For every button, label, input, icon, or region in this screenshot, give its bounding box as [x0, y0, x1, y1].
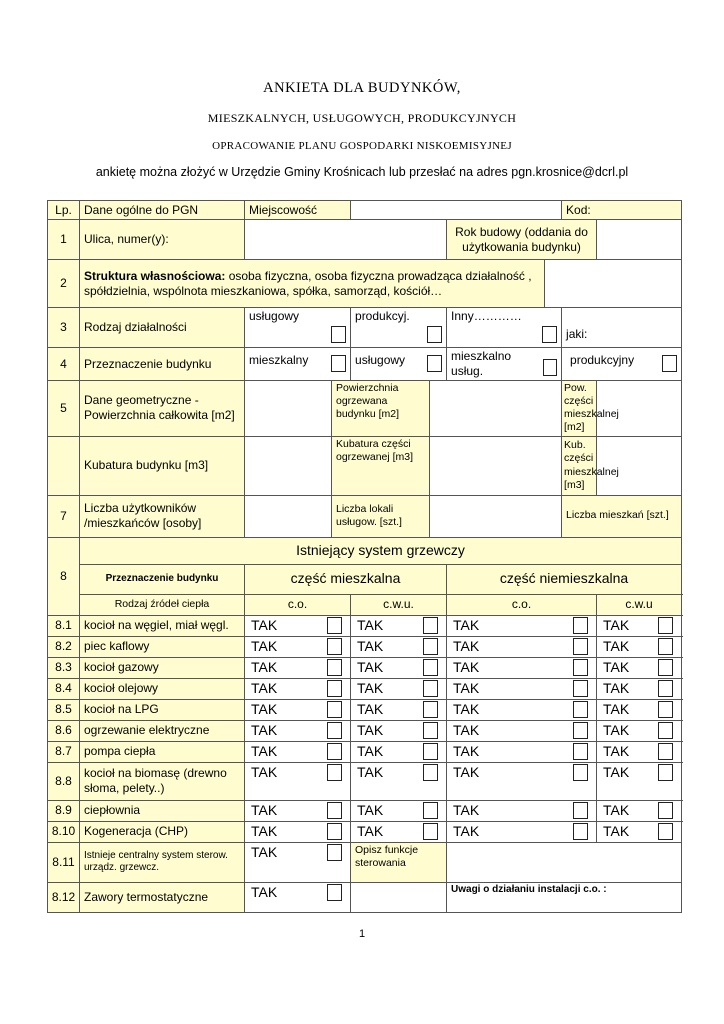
checkbox[interactable] — [658, 638, 673, 655]
checkbox[interactable] — [327, 844, 342, 861]
row-2-num: 2 — [48, 260, 80, 308]
form-subtitle: MIESZKALNYCH, USŁUGOWYCH, PRODUKCYJNYCH — [207, 111, 517, 125]
nonres-cwu-cell[interactable]: TAK — [597, 636, 682, 657]
purpose-label: Przeznaczenie budynku — [80, 348, 245, 381]
nonres-cwu-header: c.w.u — [597, 594, 682, 615]
checkbox[interactable] — [327, 659, 342, 676]
row-num: 8.1 — [48, 615, 80, 636]
nonres-cwu-cell[interactable]: TAK — [597, 762, 682, 800]
nonres-cwu-cell[interactable]: TAK — [597, 720, 682, 741]
users-field[interactable] — [245, 495, 332, 537]
build-year-field[interactable] — [597, 220, 682, 260]
checkbox[interactable] — [327, 764, 342, 781]
nonres-co-cell[interactable]: TAK — [447, 657, 597, 678]
source-label: kocioł olejowy — [80, 678, 245, 699]
central-control-cell[interactable]: TAK — [245, 842, 351, 882]
purpose-production[interactable]: produkcyjny — [562, 348, 682, 381]
checkbox[interactable] — [573, 764, 588, 781]
nonres-cwu-cell[interactable]: TAK — [597, 699, 682, 720]
row-num: 8.4 — [48, 678, 80, 699]
res-co-cell[interactable]: TAK — [245, 699, 351, 720]
checkbox[interactable] — [658, 743, 673, 760]
describe-control-field[interactable] — [447, 842, 682, 882]
res-co-cell[interactable]: TAK — [245, 615, 351, 636]
source-label: kocioł na biomasę (drewno słoma, pelety..) — [80, 762, 245, 800]
res-cwu-cell[interactable]: TAK — [351, 615, 447, 636]
row-num: 8.5 — [48, 699, 80, 720]
res-co-cell[interactable]: TAK — [245, 678, 351, 699]
res-cwu-cell[interactable]: TAK — [351, 741, 447, 762]
checkbox[interactable] — [658, 802, 673, 819]
premises-label: Liczba lokali usługow. [szt.] — [332, 495, 430, 537]
survey-table — [47, 200, 682, 913]
checkbox[interactable] — [573, 680, 588, 697]
source-label: ciepłownia — [80, 800, 245, 821]
source-label: pompa ciepła — [80, 741, 245, 762]
describe-control-label: Opisz funkcje sterowania — [351, 842, 447, 882]
row-num: 8.10 — [48, 821, 80, 842]
sources-label: Rodzaj źródeł ciepła — [80, 594, 245, 615]
checkbox[interactable] — [331, 326, 346, 343]
intro-text: ankietę można złożyć w Urzędzie Gminy Krośnicach lub przesłać na adres pgn.krosnice@dcrl.pl — [95, 165, 629, 179]
nonres-co-cell[interactable]: TAK — [447, 800, 597, 821]
checkbox[interactable] — [327, 743, 342, 760]
nonres-cwu-cell[interactable]: TAK — [597, 657, 682, 678]
checkbox[interactable] — [327, 722, 342, 739]
checkbox[interactable] — [423, 659, 438, 676]
volume-label: Kubatura budynku [m3] — [80, 436, 245, 495]
ownership-field[interactable] — [545, 260, 682, 308]
activity-other[interactable]: Inny………… — [447, 308, 562, 348]
blank-cell[interactable] — [351, 882, 447, 912]
row-8-num: 8 — [48, 537, 80, 615]
source-label: ogrzewanie elektryczne — [80, 720, 245, 741]
res-cwu-cell[interactable]: TAK — [351, 821, 447, 842]
res-co-cell[interactable]: TAK — [245, 720, 351, 741]
row-num: 8.7 — [48, 741, 80, 762]
form-subtitle-2: OPRACOWANIE PLANU GOSPODARKI NISKOEMISYJNEJ — [212, 140, 512, 152]
activity-services[interactable]: usługowy — [245, 308, 351, 348]
res-co-cell[interactable]: TAK — [245, 762, 351, 800]
row-num: 8.8 — [48, 762, 80, 800]
row-num: 8.3 — [48, 657, 80, 678]
nonres-cwu-cell[interactable]: TAK — [597, 800, 682, 821]
heating-title: Istniejący system grzewczy — [80, 537, 682, 564]
checkbox[interactable] — [327, 617, 342, 634]
checkbox[interactable] — [573, 722, 588, 739]
nonres-co-header: c.o. — [447, 594, 597, 615]
build-year-label: Rok budowy (oddania do użytkowania budynku) — [447, 220, 597, 260]
nonres-co-cell[interactable]: TAK — [447, 741, 597, 762]
row-812-num: 8.12 — [48, 882, 80, 912]
ownership-label: Struktura własnościowa: — [84, 268, 226, 283]
res-area-label: Pow. części mieszkalnej [m2] — [562, 381, 597, 437]
source-label: Kogeneracja (CHP) — [80, 821, 245, 842]
checkbox[interactable] — [327, 638, 342, 655]
nonres-cwu-cell[interactable]: TAK — [597, 821, 682, 842]
purpose-mixed[interactable]: mieszkalno usług. — [447, 348, 562, 381]
checkbox[interactable] — [573, 617, 588, 634]
checkbox[interactable] — [423, 764, 438, 781]
nonres-co-cell[interactable]: TAK — [447, 615, 597, 636]
locality-label: Miejscowość — [245, 201, 351, 220]
row-num: 8.6 — [48, 720, 80, 741]
checkbox[interactable] — [423, 823, 438, 840]
res-co-cell[interactable]: TAK — [245, 741, 351, 762]
users-label: Liczba użytkowników /mieszkańców [osoby] — [80, 495, 245, 537]
source-label: kocioł gazowy — [80, 657, 245, 678]
checkbox[interactable] — [658, 764, 673, 781]
page-number: 1 — [358, 928, 366, 940]
res-cwu-cell[interactable]: TAK — [351, 800, 447, 821]
source-label: kocioł na LPG — [80, 699, 245, 720]
heated-volume-label: Kubatura części ogrzewanej [m3] — [332, 436, 430, 495]
heated-area-field[interactable] — [430, 381, 562, 437]
nonresidential-part: część niemieszkalna — [447, 564, 682, 594]
res-cwu-cell[interactable]: TAK — [351, 720, 447, 741]
checkbox[interactable] — [423, 701, 438, 718]
general-header: Dane ogólne do PGN — [80, 201, 245, 220]
checkbox[interactable] — [658, 722, 673, 739]
res-cwu-cell[interactable]: TAK — [351, 762, 447, 800]
source-label: piec kaflowy — [80, 636, 245, 657]
heated-volume-field[interactable] — [430, 436, 562, 495]
lp-header: Lp. — [48, 201, 80, 220]
res-co-cell[interactable]: TAK — [245, 821, 351, 842]
row-num: 8.9 — [48, 800, 80, 821]
nonres-co-cell[interactable]: TAK — [447, 699, 597, 720]
checkbox[interactable] — [573, 743, 588, 760]
activity-other-field[interactable] — [562, 308, 682, 348]
total-area-label: Dane geometryczne - Powierzchnia całkowita [m2] — [80, 381, 245, 437]
row-7-num: 7 — [48, 495, 80, 537]
street-field[interactable] — [245, 220, 447, 260]
ownership-text[interactable] — [80, 260, 545, 308]
residential-part: część mieszkalna — [245, 564, 447, 594]
checkbox[interactable] — [658, 659, 673, 676]
co-remarks-label: Uwagi o działaniu instalacji c.o. : — [451, 883, 607, 895]
dwellings-label: Liczba mieszkań [szt.] — [562, 495, 682, 537]
checkbox[interactable] — [423, 638, 438, 655]
form-title: ANKIETA DLA BUDYNKÓW, — [263, 80, 461, 96]
row-6-num — [48, 436, 80, 495]
checkbox[interactable] — [658, 680, 673, 697]
nonres-co-cell[interactable]: TAK — [447, 636, 597, 657]
ownership-options: osoba fizyczna, osoba fizyczna prowadząca działalność , spółdzielnia, wspólnota mieszkaniowa, spółka, samorząd, kościół… — [84, 268, 532, 298]
checkbox[interactable] — [423, 617, 438, 634]
checkbox[interactable] — [423, 722, 438, 739]
checkbox[interactable] — [573, 638, 588, 655]
nonres-cwu-cell[interactable]: TAK — [597, 678, 682, 699]
res-cwu-cell[interactable]: TAK — [351, 636, 447, 657]
checkbox[interactable] — [573, 823, 588, 840]
checkbox[interactable] — [327, 884, 342, 901]
checkbox[interactable] — [327, 823, 342, 840]
checkbox[interactable] — [573, 701, 588, 718]
checkbox[interactable] — [423, 680, 438, 697]
res-co-cell[interactable]: TAK — [245, 800, 351, 821]
checkbox[interactable] — [658, 701, 673, 718]
checkbox[interactable] — [327, 802, 342, 819]
thermostatic-valves-cell[interactable]: TAK — [245, 882, 351, 912]
co-remarks-field[interactable] — [447, 882, 682, 912]
purpose-residential[interactable]: mieszkalny — [245, 348, 351, 381]
row-4-num: 4 — [48, 348, 80, 381]
row-1-num: 1 — [48, 220, 80, 260]
activity-production[interactable]: produkcyj. — [351, 308, 447, 348]
checkbox[interactable] — [423, 743, 438, 760]
row-3-num: 3 — [48, 308, 80, 348]
nonres-co-cell[interactable]: TAK — [447, 821, 597, 842]
central-control-label: Istnieje centralny system sterow. urządz. grzewcz. — [80, 842, 245, 882]
row-num: 8.2 — [48, 636, 80, 657]
res-co-cell[interactable]: TAK — [245, 657, 351, 678]
code-label: Kod: — [562, 201, 682, 220]
checkbox[interactable] — [331, 355, 346, 372]
checkbox[interactable] — [327, 701, 342, 718]
checkbox[interactable] — [573, 659, 588, 676]
res-cwu-header: c.w.u. — [351, 594, 447, 615]
res-volume-label: Kub. części mieszkalnej [m3] — [562, 436, 597, 495]
checkbox[interactable] — [423, 802, 438, 819]
checkbox[interactable] — [658, 823, 673, 840]
res-cwu-cell[interactable]: TAK — [351, 699, 447, 720]
nonres-co-cell[interactable]: TAK — [447, 762, 597, 800]
street-label: Ulica, numer(y): — [80, 220, 245, 260]
checkbox[interactable] — [427, 355, 442, 372]
checkbox[interactable] — [573, 802, 588, 819]
row-5-num: 5 — [48, 381, 80, 437]
heated-area-label: Powierzchnia ogrzewana budynku [m2] — [332, 381, 430, 437]
nonres-cwu-cell[interactable]: TAK — [597, 615, 682, 636]
total-area-field[interactable] — [245, 381, 332, 437]
activity-what-label: jaki: — [566, 327, 588, 341]
checkbox[interactable] — [662, 355, 677, 372]
volume-field[interactable] — [245, 436, 332, 495]
nonres-co-cell[interactable]: TAK — [447, 678, 597, 699]
checkbox[interactable] — [427, 326, 442, 343]
checkbox[interactable] — [543, 359, 557, 376]
locality-field[interactable] — [351, 201, 562, 220]
res-cwu-cell[interactable]: TAK — [351, 678, 447, 699]
thermostatic-valves-label: Zawory termostatyczne — [80, 882, 245, 912]
res-co-cell[interactable]: TAK — [245, 636, 351, 657]
checkbox[interactable] — [542, 326, 557, 343]
purpose-services[interactable]: usługowy — [351, 348, 447, 381]
checkbox[interactable] — [658, 617, 673, 634]
checkbox[interactable] — [327, 680, 342, 697]
res-co-header: c.o. — [245, 594, 351, 615]
nonres-co-cell[interactable]: TAK — [447, 720, 597, 741]
nonres-cwu-cell[interactable]: TAK — [597, 741, 682, 762]
premises-field[interactable] — [430, 495, 562, 537]
row-811-num: 8.11 — [48, 842, 80, 882]
activity-label: Rodzaj działalności — [80, 308, 245, 348]
heating-purpose-label: Przeznaczenie budynku — [80, 564, 245, 594]
source-label: kocioł na węgiel, miał węgl. — [80, 615, 245, 636]
res-cwu-cell[interactable]: TAK — [351, 657, 447, 678]
